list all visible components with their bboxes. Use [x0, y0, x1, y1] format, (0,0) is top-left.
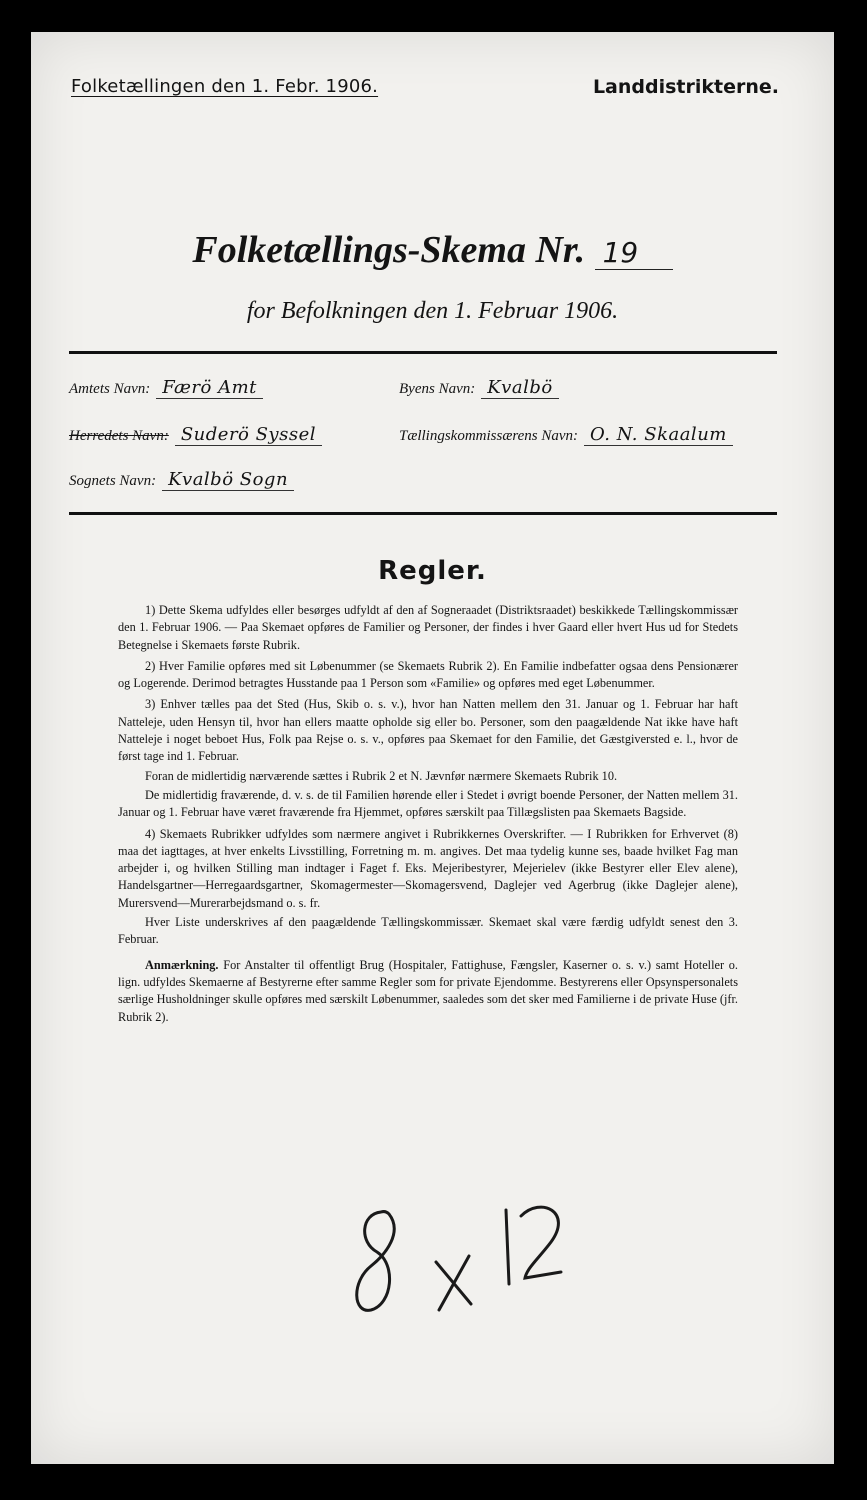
sogn-field: [69, 469, 294, 490]
rule-3-absent: De midlertidig fraværende, d. v. s. de til Familien hørende eller i Stedet i øvrigt boende Personer, der Natten mellem 31. Januar og 1. Februar have været fraværende fra Hjemmet, opføres særskilt paa Tillægslisten paa Skemaets Bagside.: [118, 787, 738, 820]
rules-note: [118, 957, 738, 1026]
census-form-page: [31, 32, 834, 1464]
sogn-label: Sognets Navn:: [69, 473, 157, 489]
by-label: Byens Navn:: [399, 381, 476, 397]
commissioner-label: Tællingskommissærens Navn:: [399, 428, 579, 444]
bottom-divider: [69, 512, 777, 515]
herred-label: Herredets Navn:: [69, 428, 169, 444]
commissioner-value: O. N. Skaalum: [584, 424, 733, 446]
rule-3: 3) Enhver tælles paa det Sted (Hus, Skib o. s. v.), hvor han Natten mellem den 31. Januar og 1. Februar har haft Natteleje, uden Hensyn til, hvor han ellers maatte opholde sig eller bo. Personer, som den paagældende Nat ikke have haft Natteleje i noget beboet Hus, Folk paa Rejse o. s. v., opføres paa Skemaet for den Familie, det Gæstgiversted e. l., hvor de først tage ind 1. Februar.: [118, 697, 738, 764]
form-number: 19: [595, 236, 673, 270]
form-title: [31, 228, 834, 272]
note-label: Anmærkning.: [145, 957, 219, 972]
rule-2: 2) Hver Familie opføres med sit Løbenummer (se Skemaets Rubrik 2). En Familie indbefatter ogsaa dens Pensionærer og Logerende. Derimod betragtes Husstande paa 1 Person som «Familie» og opføres med eget Løbenummer.: [118, 658, 738, 691]
amt-field: [69, 377, 263, 398]
note-text: For Anstalter til offentligt Brug (Hospitaler, Fattighuse, Fængsler, Kaserner o. s. v.) samt Hoteller o. lign. udfyldes Skemaerne af Bestyrerne efter samme Regler som for private Ejendomme. Bestyrerens eller Opsynspersonalets særlige Husholdninger skulle opføres med særskilt Løbenummer, saaledes som det sker med Familierne i de private Huse (jfr. Rubrik 2).: [118, 957, 739, 1024]
form-title-text: Folketællings-Skema Nr.: [192, 229, 586, 271]
herred-value: Suderö Syssel: [175, 424, 322, 446]
census-date-header: Folketællingen den 1. Febr. 1906.: [71, 76, 379, 97]
by-field: [399, 377, 559, 398]
by-value: Kvalbö: [481, 377, 558, 399]
rule-1: 1) Dette Skema udfyldes eller besørges udfyldt af den af Sogneraadet (Distriktsraadet) beskikkede Tællingskommissær den 1. Februar 1906. — Paa Skemaet opføres de Familier og Personer, der findes i hver Gaard eller hvert Hus ud for Stedets Betegnelse i Skemaets første Rubrik.: [118, 603, 738, 652]
rules-text: [118, 602, 738, 1030]
amt-value: Færö Amt: [156, 377, 263, 399]
rules-heading: Regler.: [378, 556, 487, 586]
herred-field: [69, 424, 322, 445]
form-subtitle: for Befolkningen den 1. Februar 1906.: [246, 298, 619, 324]
rule-3-present: Foran de midlertidig nærværende sættes i Rubrik 2 et N. Jævnfør nærmere Skemaets Rubrik 10.: [145, 768, 618, 783]
handwritten-annotation: [341, 1192, 571, 1332]
commissioner-field: [399, 424, 733, 445]
sogn-value: Kvalbö Sogn: [162, 469, 294, 491]
top-divider: [69, 351, 777, 354]
amt-label: Amtets Navn:: [69, 381, 151, 397]
rule-4-signature: Hver Liste underskrives af den paagældende Tællingskommissær. Skemaet skal være færdig udfyldt senest den 3. Februar.: [118, 915, 738, 947]
rule-4: 4) Skemaets Rubrikker udfyldes som nærmere angivet i Rubrikkernes Overskrifter. — I Rubrikken for Erhvervet (8) maa det iagttages, at hver enkelts Livsstilling, Forretning m. m. angives. Det maa tydelig kunne ses, baade hvilket Fag man arbejder i, og hvilken Stilling man indtager i Faget f. Eks. Mejeribestyrer, Mejerielev (ikke Bestyrer eller Elev alene), Handelsgartner—Herregaardsgartner, Skomagermester—Skomagersvend, Daglejer ved Agerbrug (ikke Daglejer alene), Murersvend—Murerarbejdsmand o. s. fr.: [118, 826, 738, 910]
district-type-header: Landdistrikterne.: [592, 76, 779, 98]
